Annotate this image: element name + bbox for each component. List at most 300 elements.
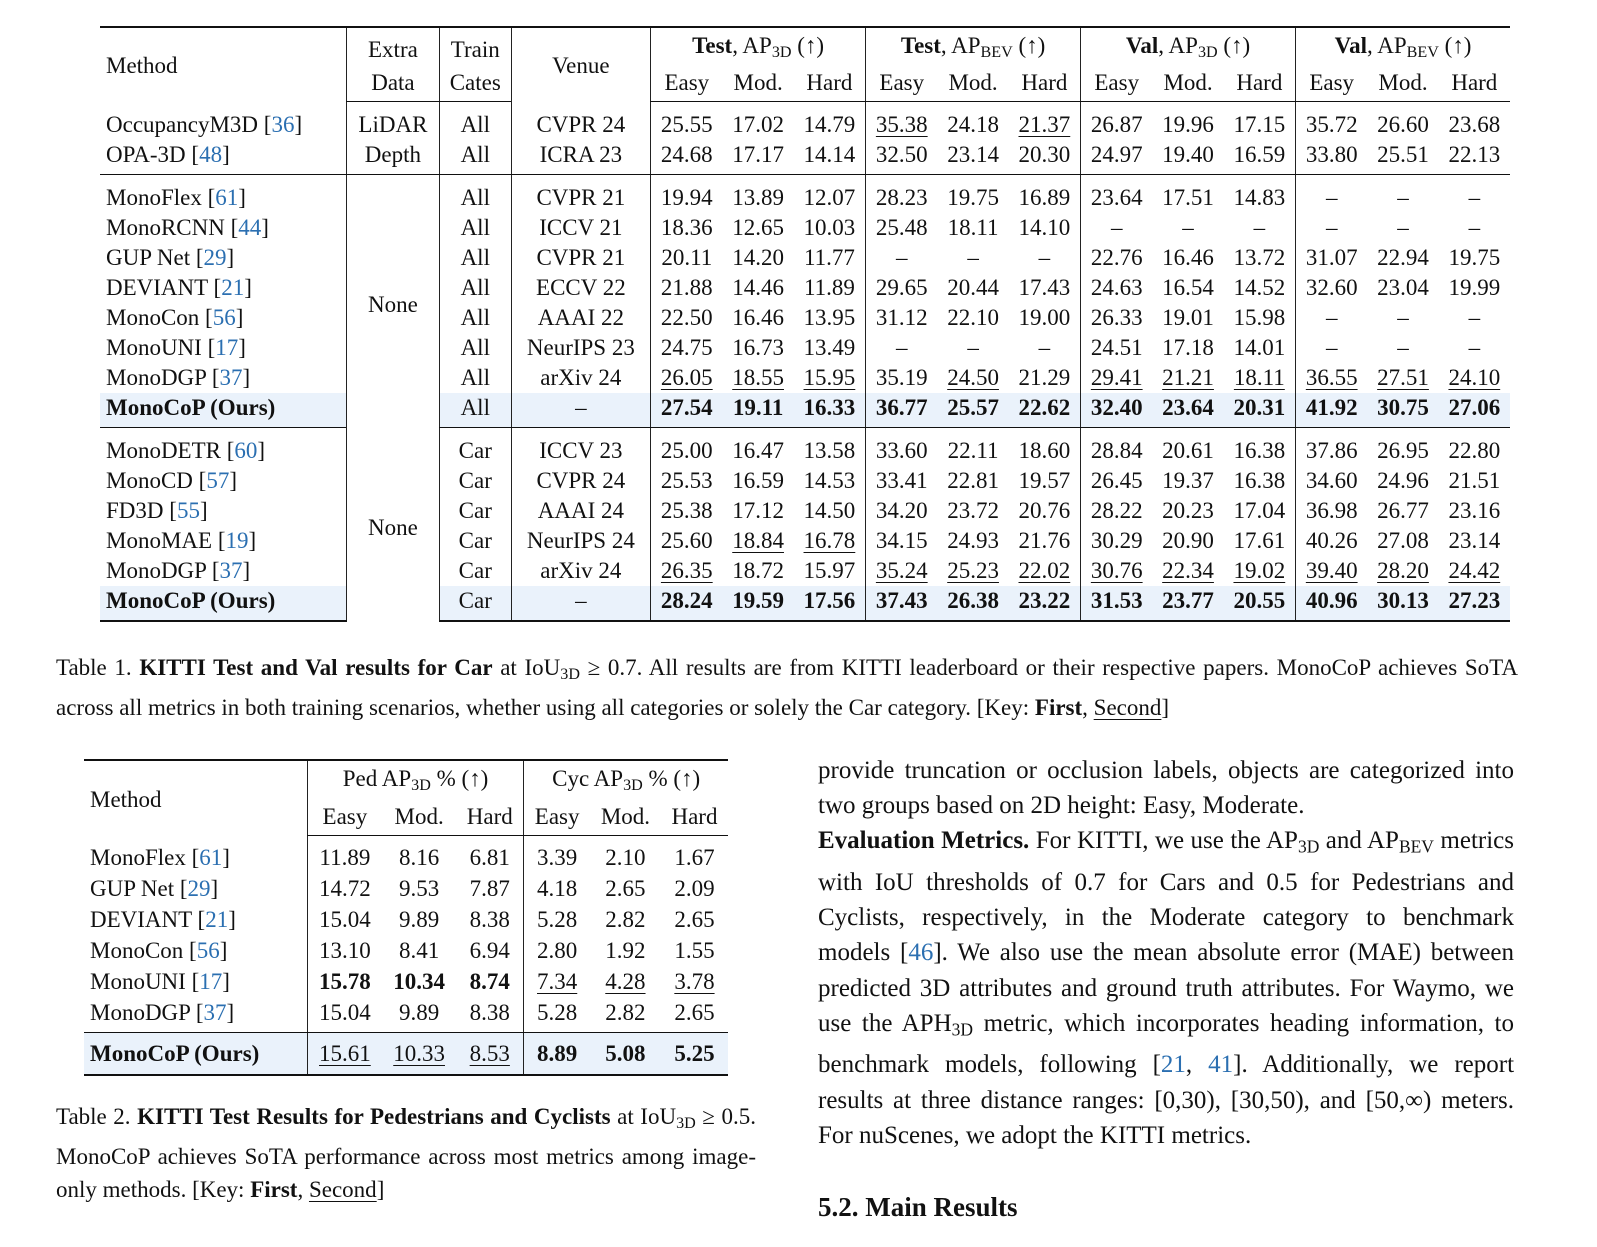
value-cell: 28.22 [1081, 496, 1153, 526]
value-cell: 15.78 [307, 966, 382, 997]
value-cell: 19.37 [1162, 468, 1214, 494]
value-cell: 19.99 [1448, 275, 1501, 301]
value-cell: 7.34 [524, 966, 590, 997]
value-cell: 11.77 [803, 245, 855, 271]
citation-link[interactable]: 55 [176, 498, 200, 524]
value-cell: 16.38 [1233, 468, 1286, 494]
value-cell: 14.20 [732, 245, 784, 271]
value-cell: 28.20 [1377, 558, 1429, 584]
citation-link[interactable]: 21 [205, 907, 229, 933]
table-2-caption: Table 2. KITTI Test Results for Pedestrians and Cyclists at IoU$_{3D}$ ≥ 0.5. MonoCoP achieves SoTA performance across most metrics among image-only methods. [Key: First, Second] [56, 1104, 756, 1203]
value-cell: 24.10 [1448, 365, 1501, 391]
value-cell: 8.41 [398, 938, 440, 964]
value-cell: 16.38 [1233, 438, 1286, 464]
value-cell: 22.10 [947, 305, 999, 331]
value-cell: 22.13 [1439, 140, 1510, 175]
value-cell: 6.81 [469, 845, 510, 871]
citation-link[interactable]: 17 [215, 335, 239, 361]
value-cell: 8.38 [469, 907, 510, 933]
t1-subheader-cell: Mod. [937, 68, 1008, 102]
value-cell: 17.43 [1018, 275, 1071, 301]
value-cell: 14.01 [1233, 335, 1286, 361]
value-cell: 22.11 [947, 438, 999, 464]
value-cell: 24.18 [947, 112, 999, 138]
value-cell: 25.48 [866, 213, 938, 243]
citation-link[interactable]: 29 [203, 245, 227, 271]
venue-cell: – [511, 393, 651, 428]
venue-cell: ICCV 21 [511, 213, 651, 243]
value-cell: 35.19 [866, 363, 938, 393]
value-cell: 15.95 [803, 365, 856, 391]
value-cell: 16.89 [1018, 185, 1071, 211]
value-cell: 13.10 [307, 935, 382, 966]
t1-subheader-cell: Mod. [1152, 68, 1223, 102]
value-cell: 35.38 [866, 102, 938, 141]
citation-link[interactable]: 37 [219, 365, 243, 391]
value-cell: 17.51 [1162, 185, 1214, 211]
method-cell: MonoDGP [37] [106, 365, 251, 391]
value-cell: 2.65 [674, 907, 715, 933]
venue-cell: CVPR 24 [511, 466, 651, 496]
venue-cell: AAAI 22 [511, 303, 651, 333]
citation-link[interactable]: 37 [203, 1000, 227, 1026]
value-cell: 24.51 [1081, 333, 1153, 363]
value-cell: 24.63 [1081, 273, 1153, 303]
citation-link[interactable]: 21 [1160, 1051, 1186, 1079]
value-cell: 21.29 [1018, 365, 1071, 391]
value-cell: 16.59 [1224, 140, 1296, 175]
value-cell: 19.75 [1448, 245, 1501, 271]
value-cell: – [1397, 185, 1409, 211]
value-cell: 16.54 [1162, 275, 1214, 301]
citation-link[interactable]: 19 [225, 528, 249, 554]
value-cell: 4.18 [524, 873, 590, 904]
t2-subheader-cell: Mod. [382, 801, 456, 836]
value-cell: 8.53 [456, 1033, 524, 1076]
method-cell: GUP Net [29] [90, 876, 219, 902]
train-cates-cell: All [439, 303, 511, 333]
value-cell: 25.00 [651, 428, 723, 467]
value-cell: 14.83 [1233, 185, 1286, 211]
train-cates-cell: Car [439, 428, 511, 467]
table-row [84, 966, 728, 997]
value-cell: 4.28 [605, 969, 646, 995]
value-cell: – [1468, 335, 1481, 361]
table-row [100, 466, 1510, 496]
value-cell: 17.18 [1162, 335, 1214, 361]
value-cell: 9.89 [382, 997, 456, 1033]
value-cell: 30.75 [1367, 393, 1438, 428]
value-cell: 21.37 [1018, 112, 1071, 138]
value-cell: 22.50 [651, 303, 723, 333]
value-cell: 16.46 [732, 305, 784, 331]
value-cell: 10.03 [803, 215, 856, 241]
value-cell: 2.65 [661, 997, 728, 1033]
value-cell: 22.02 [1018, 558, 1071, 584]
value-cell: 24.75 [651, 333, 723, 363]
value-cell: 22.34 [1162, 558, 1214, 584]
table-row [100, 393, 1510, 428]
value-cell: – [866, 333, 938, 363]
table-row [100, 428, 1510, 467]
citation-link[interactable]: 46 [908, 939, 934, 967]
value-cell: – [1397, 335, 1409, 361]
t1-header-venue: Venue [511, 27, 651, 102]
value-cell: 23.64 [1152, 393, 1223, 428]
value-cell: – [967, 335, 979, 361]
t1-subheader-cell: Mod. [1367, 68, 1438, 102]
t1-header-group: Test, $AP_{BEV}$ (↑) [866, 27, 1081, 68]
value-cell: 15.97 [803, 558, 856, 584]
value-cell: 2.82 [590, 997, 661, 1033]
value-cell: 26.35 [651, 556, 723, 586]
value-cell: 22.80 [1448, 438, 1501, 464]
method-cell: MonoRCNN [44] [106, 215, 269, 241]
citation-link[interactable]: 36 [271, 111, 295, 137]
citation-link[interactable]: 44 [238, 215, 262, 241]
value-cell: 19.75 [947, 185, 999, 211]
value-cell: 21.21 [1162, 365, 1214, 391]
value-cell: 20.90 [1162, 528, 1214, 554]
value-cell: 15.04 [307, 904, 382, 935]
t2-header-cyc: Cyc $AP_{3D}$ % (↑) [524, 760, 728, 801]
value-cell: 34.15 [866, 526, 938, 556]
table-row [100, 273, 1510, 303]
citation-link[interactable]: 41 [1208, 1051, 1234, 1079]
value-cell: 16.47 [732, 438, 784, 464]
value-cell: 30.13 [1367, 586, 1438, 621]
value-cell: 22.76 [1081, 243, 1153, 273]
value-cell: 24.68 [651, 140, 723, 175]
value-cell: – [1182, 215, 1194, 241]
value-cell: 13.89 [732, 185, 784, 211]
extra-data-cell: LiDAR [346, 102, 439, 141]
method-cell: MonoCoP (Ours) [100, 393, 346, 428]
value-cell: – [866, 243, 938, 273]
table-row [100, 496, 1510, 526]
value-cell: 23.22 [1009, 586, 1081, 621]
value-cell: 21.88 [651, 273, 723, 303]
venue-cell: – [511, 586, 651, 621]
body-text [818, 753, 1514, 1153]
value-cell: 26.95 [1377, 438, 1429, 464]
value-cell: 27.06 [1439, 393, 1510, 428]
value-cell: 13.49 [803, 335, 856, 361]
value-cell: 26.87 [1081, 102, 1153, 141]
train-cates-cell: Car [439, 526, 511, 556]
value-cell: 17.02 [732, 112, 784, 138]
value-cell: 19.94 [651, 175, 723, 214]
table-row [84, 873, 728, 904]
value-cell: 15.61 [307, 1033, 382, 1076]
value-cell: 29.65 [866, 273, 938, 303]
value-cell: – [1468, 305, 1481, 331]
value-cell: 21.76 [1018, 528, 1071, 554]
value-cell: 14.72 [307, 873, 382, 904]
value-cell: – [1296, 213, 1368, 243]
table-row [100, 586, 1510, 621]
venue-cell: arXiv 24 [511, 556, 651, 586]
value-cell: 17.15 [1233, 112, 1286, 138]
value-cell: 15.04 [307, 997, 382, 1033]
venue-cell: ICCV 23 [511, 428, 651, 467]
t1-header-cates-2: Cates [439, 68, 511, 102]
value-cell: 23.14 [1448, 528, 1501, 554]
table-row [84, 1033, 728, 1076]
value-cell: 22.62 [1009, 393, 1081, 428]
value-cell: 26.38 [937, 586, 1008, 621]
citation-link[interactable]: 17 [199, 969, 223, 995]
citation-link[interactable]: 61 [199, 844, 223, 870]
value-cell: 25.55 [651, 102, 723, 141]
t1-header-method: Method [100, 27, 346, 102]
value-cell: 20.23 [1162, 498, 1214, 524]
method-cell: FD3D [55] [106, 498, 208, 524]
value-cell: 24.96 [1377, 468, 1429, 494]
value-cell: 24.50 [947, 365, 999, 391]
value-cell: 1.55 [674, 938, 715, 964]
table-1-caption: Table 1. KITTI Test and Val results for Car at IoU$_{3D}$ ≥ 0.7. All results are from KITTI leaderboard or their respective papers. MonoCoP achieves SoTA across all metrics in both training scenarios, whether using all categories or solely the Car category. [Key: First, Second] [56, 655, 1518, 721]
citation-link[interactable]: 61 [215, 185, 239, 211]
t1-subheader-cell: Easy [651, 68, 723, 102]
value-cell: 7.87 [469, 876, 510, 902]
value-cell: 28.24 [651, 586, 723, 621]
value-cell: 23.77 [1152, 586, 1223, 621]
citation-link[interactable]: 29 [187, 876, 211, 902]
value-cell: 16.46 [1162, 245, 1214, 271]
value-cell: 16.59 [732, 468, 784, 494]
table-row [84, 904, 728, 935]
value-cell: 19.59 [722, 586, 793, 621]
value-cell: 15.98 [1233, 305, 1286, 331]
extra-data-cell: None [346, 175, 439, 428]
value-cell: 40.26 [1296, 526, 1368, 556]
value-cell: 25.51 [1367, 140, 1438, 175]
value-cell: 14.79 [803, 112, 856, 138]
method-cell: DEVIANT [21] [106, 275, 252, 301]
value-cell: 5.25 [661, 1033, 728, 1076]
value-cell: 27.54 [651, 393, 723, 428]
t1-subheader-cell: Hard [1224, 68, 1296, 102]
value-cell: 25.53 [651, 466, 723, 496]
value-cell: 17.56 [794, 586, 866, 621]
value-cell: – [1468, 215, 1481, 241]
table-row [100, 526, 1510, 556]
t1-subheader-cell: Easy [1081, 68, 1153, 102]
table-row [84, 997, 728, 1033]
value-cell: 22.94 [1377, 245, 1429, 271]
value-cell: 17.61 [1233, 528, 1286, 554]
value-cell: – [1296, 175, 1368, 214]
venue-cell: AAAI 24 [511, 496, 651, 526]
value-cell: 26.05 [651, 363, 723, 393]
method-cell: MonoMAE [19] [106, 528, 257, 554]
t2-subheader-cell: Hard [661, 801, 728, 836]
table-row [100, 333, 1510, 363]
value-cell: 12.65 [732, 215, 784, 241]
value-cell: 11.89 [803, 275, 855, 301]
value-cell: 19.57 [1018, 468, 1071, 494]
method-cell: OccupancyM3D [36] [106, 111, 303, 137]
value-cell: 9.89 [398, 907, 440, 933]
value-cell: 18.36 [651, 213, 723, 243]
method-cell: DEVIANT [21] [90, 907, 236, 933]
table-row [100, 303, 1510, 333]
value-cell: 34.60 [1296, 466, 1368, 496]
t1-subheader-cell: Hard [794, 68, 866, 102]
value-cell: 23.68 [1448, 112, 1501, 138]
value-cell: – [1038, 335, 1051, 361]
citation-link[interactable]: 21 [221, 275, 245, 301]
table-row [100, 175, 1510, 214]
t1-header-group: Val, $AP_{3D}$ (↑) [1081, 27, 1296, 68]
table-row [100, 213, 1510, 243]
value-cell: 25.38 [651, 496, 723, 526]
value-cell: 20.11 [651, 243, 723, 273]
method-cell: GUP Net [29] [106, 245, 235, 271]
value-cell: 20.30 [1009, 140, 1081, 175]
value-cell: 26.77 [1377, 498, 1429, 524]
value-cell: 33.80 [1296, 140, 1368, 175]
value-cell: 11.89 [307, 836, 382, 874]
value-cell: 40.96 [1296, 586, 1368, 621]
value-cell: 34.20 [866, 496, 938, 526]
citation-link[interactable]: 60 [234, 438, 258, 464]
value-cell: 20.55 [1224, 586, 1296, 621]
train-cates-cell: All [439, 363, 511, 393]
paragraph-evaluation-metrics: Evaluation Metrics. For KITTI, we use the $AP_{3D}$ and $AP_{BEV}$ metrics with IoU thresholds of 0.7 for Cars and 0.5 for Pedestrians and Cyclists, respectively, in the Moderate category to benchmark models [46]. We also use the mean absolute error (MAE) between predicted 3D attributes and ground truth attributes. For Waymo, we use the $APH_{3D}$ metric, which incorporates heading information, to benchmark models, following [21, 41]. Additionally, we report results at three distance ranges: [0,30), [30,50), and [50,∞) meters. For nuScenes, we adopt the KITTI metrics. [818, 827, 1515, 1149]
venue-cell: CVPR 24 [511, 102, 651, 141]
value-cell: 25.57 [937, 393, 1008, 428]
method-cell: MonoUNI [17] [90, 969, 230, 995]
table-row [100, 243, 1510, 273]
venue-cell: ICRA 23 [511, 140, 651, 175]
value-cell: 17.17 [722, 140, 793, 175]
value-cell: 19.00 [1018, 305, 1071, 331]
value-cell: 3.78 [674, 969, 715, 995]
citation-link[interactable]: 48 [199, 142, 223, 168]
table-row [100, 363, 1510, 393]
value-cell: 10.34 [393, 969, 445, 995]
value-cell: 35.72 [1296, 102, 1368, 141]
value-cell: 37.86 [1296, 428, 1368, 467]
value-cell: 37.43 [866, 586, 938, 621]
t2-subheader-cell: Hard [456, 801, 524, 836]
value-cell: 14.50 [803, 498, 856, 524]
table-row [84, 935, 728, 966]
value-cell: 31.07 [1296, 243, 1368, 273]
citation-link[interactable]: 37 [219, 558, 243, 584]
value-cell: 20.31 [1224, 393, 1296, 428]
value-cell: 27.23 [1439, 586, 1510, 621]
train-cates-cell: All [439, 175, 511, 214]
value-cell: 33.60 [866, 428, 938, 467]
value-cell: 2.10 [605, 845, 646, 871]
value-cell: 32.60 [1296, 273, 1368, 303]
train-cates-cell: All [439, 333, 511, 363]
t1-subheader-cell: Easy [866, 68, 938, 102]
value-cell: 26.33 [1081, 303, 1153, 333]
value-cell: 20.76 [1018, 498, 1071, 524]
value-cell: 23.14 [937, 140, 1008, 175]
train-cates-cell: Car [439, 586, 511, 621]
value-cell: – [1296, 333, 1368, 363]
value-cell: 3.39 [524, 836, 590, 874]
value-cell: 24.97 [1081, 140, 1153, 175]
train-cates-cell: All [439, 243, 511, 273]
value-cell: 19.96 [1162, 112, 1214, 138]
value-cell: 22.81 [947, 468, 999, 494]
citation-link[interactable]: 57 [206, 468, 230, 494]
value-cell: 26.60 [1377, 112, 1429, 138]
citation-link[interactable]: 56 [212, 305, 236, 331]
value-cell: 18.84 [732, 528, 784, 554]
venue-cell: CVPR 21 [511, 243, 651, 273]
t1-subheader-cell: Mod. [722, 68, 793, 102]
value-cell: 23.64 [1081, 175, 1153, 214]
value-cell: 36.55 [1296, 363, 1368, 393]
value-cell: 14.46 [732, 275, 784, 301]
value-cell: 30.29 [1081, 526, 1153, 556]
value-cell: 8.38 [456, 997, 524, 1033]
value-cell: 1.67 [674, 845, 715, 871]
value-cell: 6.94 [469, 938, 510, 964]
value-cell: 5.28 [524, 997, 590, 1033]
value-cell: 32.40 [1081, 393, 1153, 428]
value-cell: 18.11 [947, 215, 999, 241]
t1-subheader-cell: Easy [1296, 68, 1368, 102]
value-cell: 18.72 [732, 558, 784, 584]
value-cell: 35.24 [866, 556, 938, 586]
value-cell: 18.55 [732, 365, 784, 391]
value-cell: – [1468, 185, 1481, 211]
t1-header-group: Val, $AP_{BEV}$ (↑) [1296, 27, 1510, 68]
value-cell: – [967, 245, 979, 271]
citation-link[interactable]: 56 [196, 938, 220, 964]
value-cell: 33.41 [866, 466, 938, 496]
value-cell: 14.53 [803, 468, 856, 494]
value-cell: 28.84 [1081, 428, 1153, 467]
value-cell: 17.12 [732, 498, 784, 524]
value-cell: 19.01 [1162, 305, 1214, 331]
train-cates-cell: All [439, 140, 511, 175]
value-cell: 9.53 [398, 876, 440, 902]
value-cell: 30.76 [1081, 556, 1153, 586]
method-cell: MonoCon [56] [90, 938, 228, 964]
value-cell: 2.09 [674, 876, 715, 902]
value-cell: 20.44 [947, 275, 999, 301]
method-cell: MonoDETR [60] [106, 438, 266, 464]
value-cell: 14.14 [794, 140, 866, 175]
value-cell: 8.74 [469, 969, 510, 995]
method-cell: MonoCoP (Ours) [100, 586, 346, 621]
value-cell: 25.60 [651, 526, 723, 556]
value-cell: 10.33 [382, 1033, 456, 1076]
t2-subheader-cell: Easy [524, 801, 590, 836]
t2-header-method: Method [84, 760, 307, 836]
t1-header-extra: Extra [346, 27, 439, 68]
value-cell: 16.73 [732, 335, 784, 361]
value-cell: 19.02 [1233, 558, 1286, 584]
value-cell: 18.60 [1018, 438, 1071, 464]
t1-subheader-cell: Hard [1009, 68, 1081, 102]
method-cell: MonoCoP (Ours) [84, 1033, 307, 1076]
venue-cell: CVPR 21 [511, 175, 651, 214]
value-cell: – [1397, 215, 1409, 241]
table-2 [84, 759, 728, 1076]
value-cell: 16.78 [803, 528, 856, 554]
method-cell: OPA-3D [48] [100, 140, 346, 175]
